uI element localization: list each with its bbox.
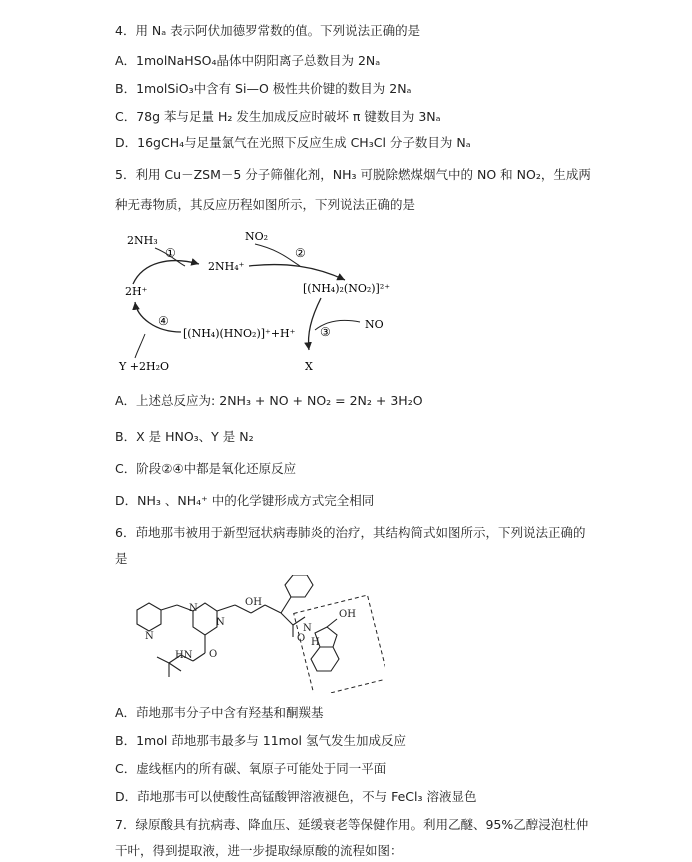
q4-stem: 4．用 Nₐ 表示阿伏加德罗常数的值。下列说法正确的是 bbox=[115, 23, 421, 38]
amide-h-label: H bbox=[311, 637, 320, 648]
q5-option-a: A．上述总反应为: 2NH₃ + NO + NO₂ = 2N₂ + 3H₂O bbox=[115, 393, 423, 408]
q5-stem-line2: 种无毒物质，其反应历程如图所示，下列说法正确的是 bbox=[115, 197, 416, 212]
y-label: Y +2H₂O bbox=[119, 360, 169, 373]
q5-stem-line1: 5．利用 Cu－ZSM－5 分子筛催化剂，NH₃ 可脱除燃煤烟气中的 NO 和 NO₂，生成两 bbox=[115, 167, 591, 182]
step1-label: ① bbox=[165, 246, 176, 260]
no2-label: NO₂ bbox=[245, 230, 269, 243]
nh4-label: 2NH₄⁺ bbox=[208, 260, 245, 273]
q6-option-a: A．茚地那韦分子中含有羟基和酮羰基 bbox=[115, 705, 324, 720]
q6-stem-line2: 是 bbox=[115, 551, 128, 566]
q7-stem-line1: 7．绿原酸具有抗病毒、降血压、延缓衰老等保健作用。利用乙醚、95%乙醇浸泡杜仲 bbox=[115, 817, 589, 832]
hydroxyl-1-label: OH bbox=[245, 597, 262, 608]
reaction-cycle-diagram bbox=[115, 222, 405, 377]
amide-o1-label: O bbox=[297, 633, 306, 644]
q7-stem-line2: 干叶，得到提取液，进一步提取绿原酸的流程如图： bbox=[115, 843, 403, 858]
q6-option-b: B．1mol 茚地那韦最多与 11mol 氢气发生加成反应 bbox=[115, 733, 406, 748]
arrow-step3 bbox=[309, 298, 322, 350]
arrow-step4-product bbox=[135, 334, 145, 358]
piperazine-n1-label: N bbox=[189, 603, 198, 614]
q5-option-d: D．NH₃ 、NH₄⁺ 中的化学键形成方式完全相同 bbox=[115, 493, 375, 508]
complex2-label: [(NH₄)(HNO₂)]⁺+H⁺ bbox=[183, 327, 296, 340]
q5-option-c: C．阶段②④中都是氧化还原反应 bbox=[115, 461, 297, 476]
nh3-label: 2NH₃ bbox=[127, 234, 158, 247]
q5-option-b: B．X 是 HNO₃、Y 是 N₂ bbox=[115, 429, 254, 444]
q4-option-b: B．1molSiO₃中含有 Si—O 极性共价键的数目为 2Nₐ bbox=[115, 81, 412, 96]
piperazine-n2-label: N bbox=[216, 617, 225, 628]
q6-stem-line1: 6．茚地那韦被用于新型冠状病毒肺炎的治疗，其结构简式如图所示，下列说法正确的 bbox=[115, 525, 586, 540]
x-label: X bbox=[305, 360, 313, 373]
q6-option-c: C．虚线框内的所有碳、氧原子可能处于同一平面 bbox=[115, 761, 387, 776]
q6-option-d: D．茚地那韦可以使酸性高锰酸钾溶液褪色，不与 FeCl₃ 溶液显色 bbox=[115, 789, 477, 804]
h-plus-label: 2H⁺ bbox=[125, 285, 148, 298]
q4-option-a: A．1molNaHSO₄晶体中阴阳离子总数目为 2Nₐ bbox=[115, 53, 381, 68]
arrow-step2-feed bbox=[255, 244, 300, 266]
amide-hn-label: HN bbox=[175, 650, 193, 661]
no-label: NO bbox=[365, 318, 384, 331]
hydroxyl-2-label: OH bbox=[339, 609, 356, 620]
pyridine-n-label: N bbox=[145, 631, 154, 642]
amide-o2-label: O bbox=[209, 649, 218, 660]
q4-option-c: C．78g 苯与足量 H₂ 发生加成反应时破坏 π 键数目为 3Nₐ bbox=[115, 109, 441, 124]
arrow-step1 bbox=[133, 261, 199, 284]
step4-label: ④ bbox=[158, 314, 169, 328]
step2-label: ② bbox=[295, 246, 306, 260]
arrow-step2 bbox=[249, 265, 345, 280]
step3-label: ③ bbox=[320, 325, 331, 339]
amide-n-label: N bbox=[303, 623, 312, 634]
q4-option-d: D．16gCH₄与足量氯气在光照下反应生成 CH₃Cl 分子数目为 Nₐ bbox=[115, 135, 471, 150]
complex1-label: [(NH₄)₂(NO₂)]²⁺ bbox=[303, 282, 391, 295]
indinavir-structure bbox=[115, 575, 385, 693]
